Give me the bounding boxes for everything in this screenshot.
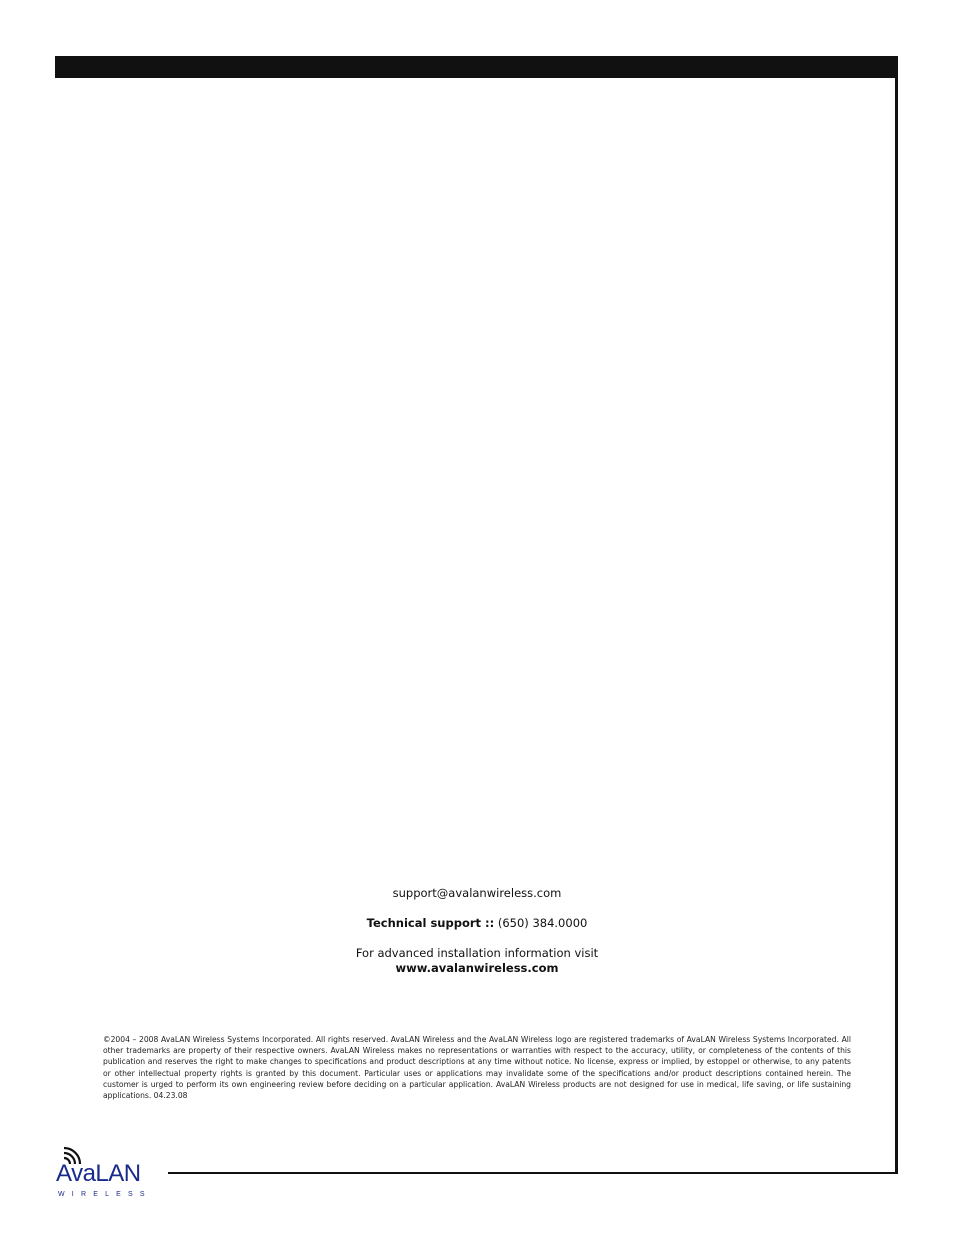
technical-support-line (200, 916, 754, 931)
logo-tagline: WIRELESS (58, 1191, 152, 1198)
support-email-text[interactable]: support@avalanwireless.com (392, 886, 562, 900)
technical-support-phone: (650) 384.0000 (497, 916, 588, 930)
logo-wordmark-ava: Ava (56, 1160, 96, 1187)
logo-wordmark-lan: LAN (95, 1160, 141, 1187)
website-link[interactable]: www.avalanwireless.com (395, 961, 559, 975)
footer-rule (168, 1172, 898, 1174)
advanced-installation-text: For advanced installation information visit (355, 946, 599, 960)
technical-support-label: Technical support :: (366, 916, 495, 930)
header-bar (55, 56, 898, 78)
avalan-logo (56, 1142, 156, 1202)
advanced-installation-info (200, 946, 754, 976)
legal-disclaimer: ©2004 – 2008 AvaLAN Wireless Systems Incorporated. All rights reserved. AvaLAN Wireless and the AvaLAN Wireless logo are registered trademarks of AvaLAN Wireless Systems Incorporated. All other trademarks are property of their respective owners. AvaLAN Wireless makes no representations or warranties with respect to the accuracy, utility, or completeness of the contents of this publication and reserves the right to make changes to specifications and product descriptions at any time without notice. No license, express or implied, by estoppel or otherwise, to any patents or other intellectual property rights is granted by this document. Particular uses or applications may invalidate some of the specifications and/or product descriptions contained herein. The customer is urged to perform its own engineering review before deciding on a particular application. AvaLAN Wireless products are not designed for use in medical, life saving, or life sustaining applications. 04.23.08 (103, 1035, 851, 1101)
support-email[interactable] (200, 886, 754, 901)
logo-wordmark (56, 1161, 141, 1187)
right-border-rule (895, 56, 898, 1174)
